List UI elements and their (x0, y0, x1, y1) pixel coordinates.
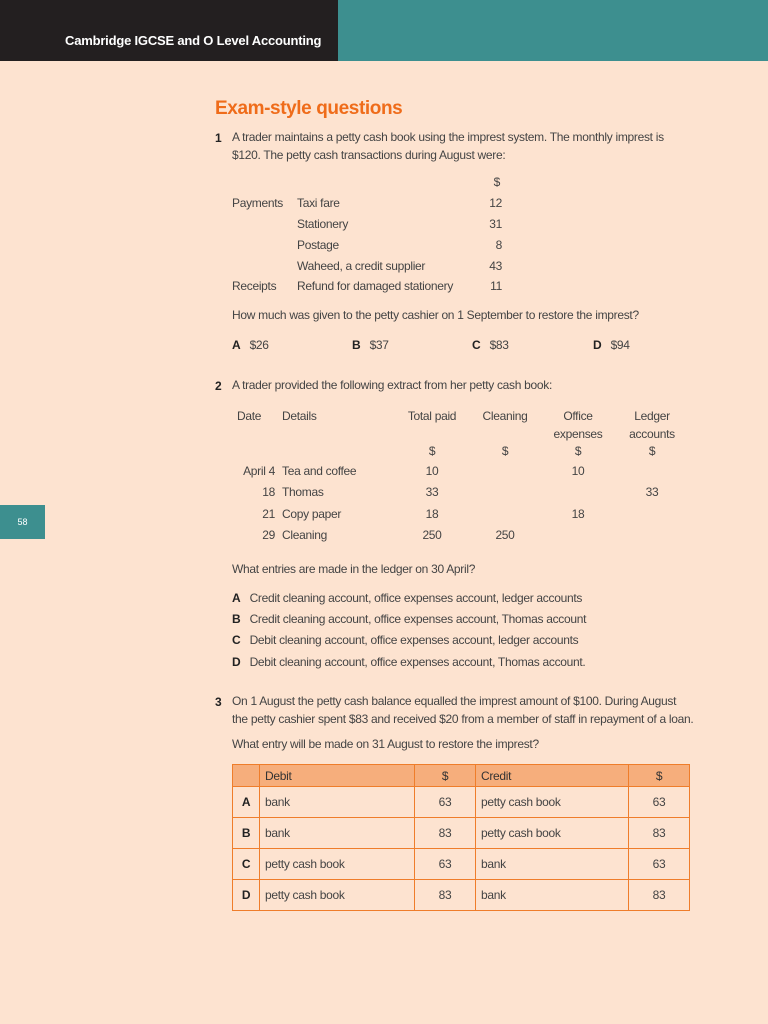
q1-row-amount: 11 (490, 279, 502, 293)
option-key: D (593, 338, 602, 352)
q2-row-date: 18 (262, 485, 275, 499)
credit-amount: 63 (629, 849, 690, 880)
option-text: Credit cleaning account, office expenses account, ledger accounts (249, 591, 583, 605)
q1-row-amount: 31 (489, 217, 502, 231)
option-text: $37 (369, 338, 389, 352)
table-row[interactable] (233, 787, 690, 818)
page-number-tab (0, 505, 45, 539)
header-debit: Debit (260, 765, 415, 787)
credit-account: bank (476, 880, 629, 911)
credit-amount: 63 (629, 787, 690, 818)
q1-row-item: Postage (297, 238, 339, 252)
option-text: $83 (489, 338, 509, 352)
q1-row-amount: 43 (489, 259, 502, 273)
q2-currency-total: $ (428, 444, 436, 458)
debit-account: bank (260, 818, 415, 849)
q3-answer-table (232, 764, 690, 911)
q2-row-office: 10 (571, 464, 585, 478)
q2-header-ledger-2: accounts (629, 427, 675, 441)
q2-option-b[interactable] (232, 610, 586, 628)
q1-row-amount: 8 (495, 238, 502, 252)
credit-account: petty cash book (476, 787, 629, 818)
question-2-number: 2 (215, 379, 222, 393)
row-key: A (233, 787, 260, 818)
section-title: Exam-style questions (215, 98, 403, 119)
q1-option-b[interactable] (352, 336, 389, 354)
option-key: A (232, 338, 241, 352)
q1-row-item: Refund for damaged stationery (297, 279, 454, 293)
book-title: Cambridge IGCSE and O Level Accounting (65, 33, 322, 48)
question-3-number: 3 (215, 695, 222, 709)
credit-amount: 83 (629, 880, 690, 911)
q2-row-date: 29 (262, 528, 275, 542)
option-key: C (232, 633, 241, 647)
q2-row-details: Copy paper (282, 507, 342, 521)
question-3-text-line-1: On 1 August the petty cash balance equalled the imprest amount of $100. During August (232, 694, 677, 708)
q1-currency-header: $ (493, 175, 500, 189)
question-1-text-line-1: A trader maintains a petty cash book using the imprest system. The monthly imprest is (232, 130, 664, 144)
option-key: B (232, 612, 241, 626)
page-number: 58 (17, 517, 28, 527)
q2-row-details: Tea and coffee (282, 464, 357, 478)
q2-header-details: Details (282, 409, 317, 423)
q1-row-item: Stationery (297, 217, 349, 231)
debit-account: bank (260, 787, 415, 818)
credit-account: bank (476, 849, 629, 880)
q1-option-c[interactable] (472, 336, 509, 354)
q2-row-details: Cleaning (282, 528, 327, 542)
debit-amount: 63 (415, 787, 476, 818)
q2-row-total: 10 (425, 464, 439, 478)
q2-currency-office: $ (574, 444, 582, 458)
q2-header-office-2: expenses (553, 427, 603, 441)
table-header-row (233, 765, 690, 787)
q2-row-date: 21 (262, 507, 275, 521)
q2-row-office: 18 (571, 507, 585, 521)
question-1-prompt: How much was given to the petty cashier on 1 September to restore the imprest? (232, 308, 639, 322)
q2-row-cleaning: 250 (495, 528, 515, 542)
row-key: C (233, 849, 260, 880)
q1-receipts-label: Receipts (232, 279, 277, 293)
header-debit-amount: $ (415, 765, 476, 787)
q2-header-date: Date (237, 409, 262, 423)
debit-amount: 83 (415, 818, 476, 849)
debit-account: petty cash book (260, 849, 415, 880)
option-text: $94 (610, 338, 630, 352)
question-3-text-line-2: the petty cashier spent $83 and received $20 from a member of staff in repayment of a loan. (232, 712, 694, 726)
option-key: B (352, 338, 361, 352)
q2-row-total: 250 (422, 528, 442, 542)
row-key: D (233, 880, 260, 911)
q2-option-d[interactable] (232, 653, 585, 671)
credit-account: petty cash book (476, 818, 629, 849)
debit-account: petty cash book (260, 880, 415, 911)
q2-header-cleaning: Cleaning (482, 409, 528, 423)
q2-currency-cleaning: $ (501, 444, 509, 458)
table-row[interactable] (233, 849, 690, 880)
option-text: Credit cleaning account, office expenses account, Thomas account (249, 612, 587, 626)
option-key: C (472, 338, 481, 352)
debit-amount: 83 (415, 880, 476, 911)
q2-currency-ledger: $ (648, 444, 656, 458)
row-key: B (233, 818, 260, 849)
q1-row-amount: 12 (489, 196, 502, 210)
header-bar-accent (338, 0, 768, 61)
question-1-text-line-2: $120. The petty cash transactions during August were: (232, 148, 506, 162)
q2-header-office: Office (563, 409, 593, 423)
q1-option-a[interactable] (232, 336, 269, 354)
q1-row-item: Waheed, a credit supplier (297, 259, 426, 273)
header-bar-dark (0, 0, 338, 61)
q1-payments-label: Payments (232, 196, 283, 210)
debit-amount: 63 (415, 849, 476, 880)
q1-option-d[interactable] (593, 336, 630, 354)
q2-row-total: 33 (425, 485, 439, 499)
q2-row-ledger: 33 (645, 485, 659, 499)
q2-header-ledger: Ledger (634, 409, 670, 423)
option-text: Debit cleaning account, office expenses account, Thomas account. (249, 655, 586, 669)
question-2-text: A trader provided the following extract from her petty cash book: (232, 378, 553, 392)
option-text: $26 (249, 338, 269, 352)
option-key: A (232, 591, 241, 605)
header-credit: Credit (476, 765, 629, 787)
table-row[interactable] (233, 818, 690, 849)
question-2-prompt: What entries are made in the ledger on 30 April? (232, 562, 476, 576)
q2-row-total: 18 (425, 507, 439, 521)
q2-row-date: April 4 (243, 464, 275, 478)
q2-row-details: Thomas (282, 485, 324, 499)
question-1-number: 1 (215, 131, 222, 145)
credit-amount: 83 (629, 818, 690, 849)
table-row[interactable] (233, 880, 690, 911)
q2-option-a[interactable] (232, 589, 582, 607)
header-credit-amount: $ (629, 765, 690, 787)
option-text: Debit cleaning account, office expenses account, ledger accounts (249, 633, 579, 647)
option-key: D (232, 655, 241, 669)
q2-option-c[interactable] (232, 631, 578, 649)
q1-row-item: Taxi fare (297, 196, 340, 210)
header-key-cell (233, 765, 260, 787)
question-3-prompt: What entry will be made on 31 August to restore the imprest? (232, 737, 539, 751)
q2-header-total-paid: Total paid (407, 409, 457, 423)
